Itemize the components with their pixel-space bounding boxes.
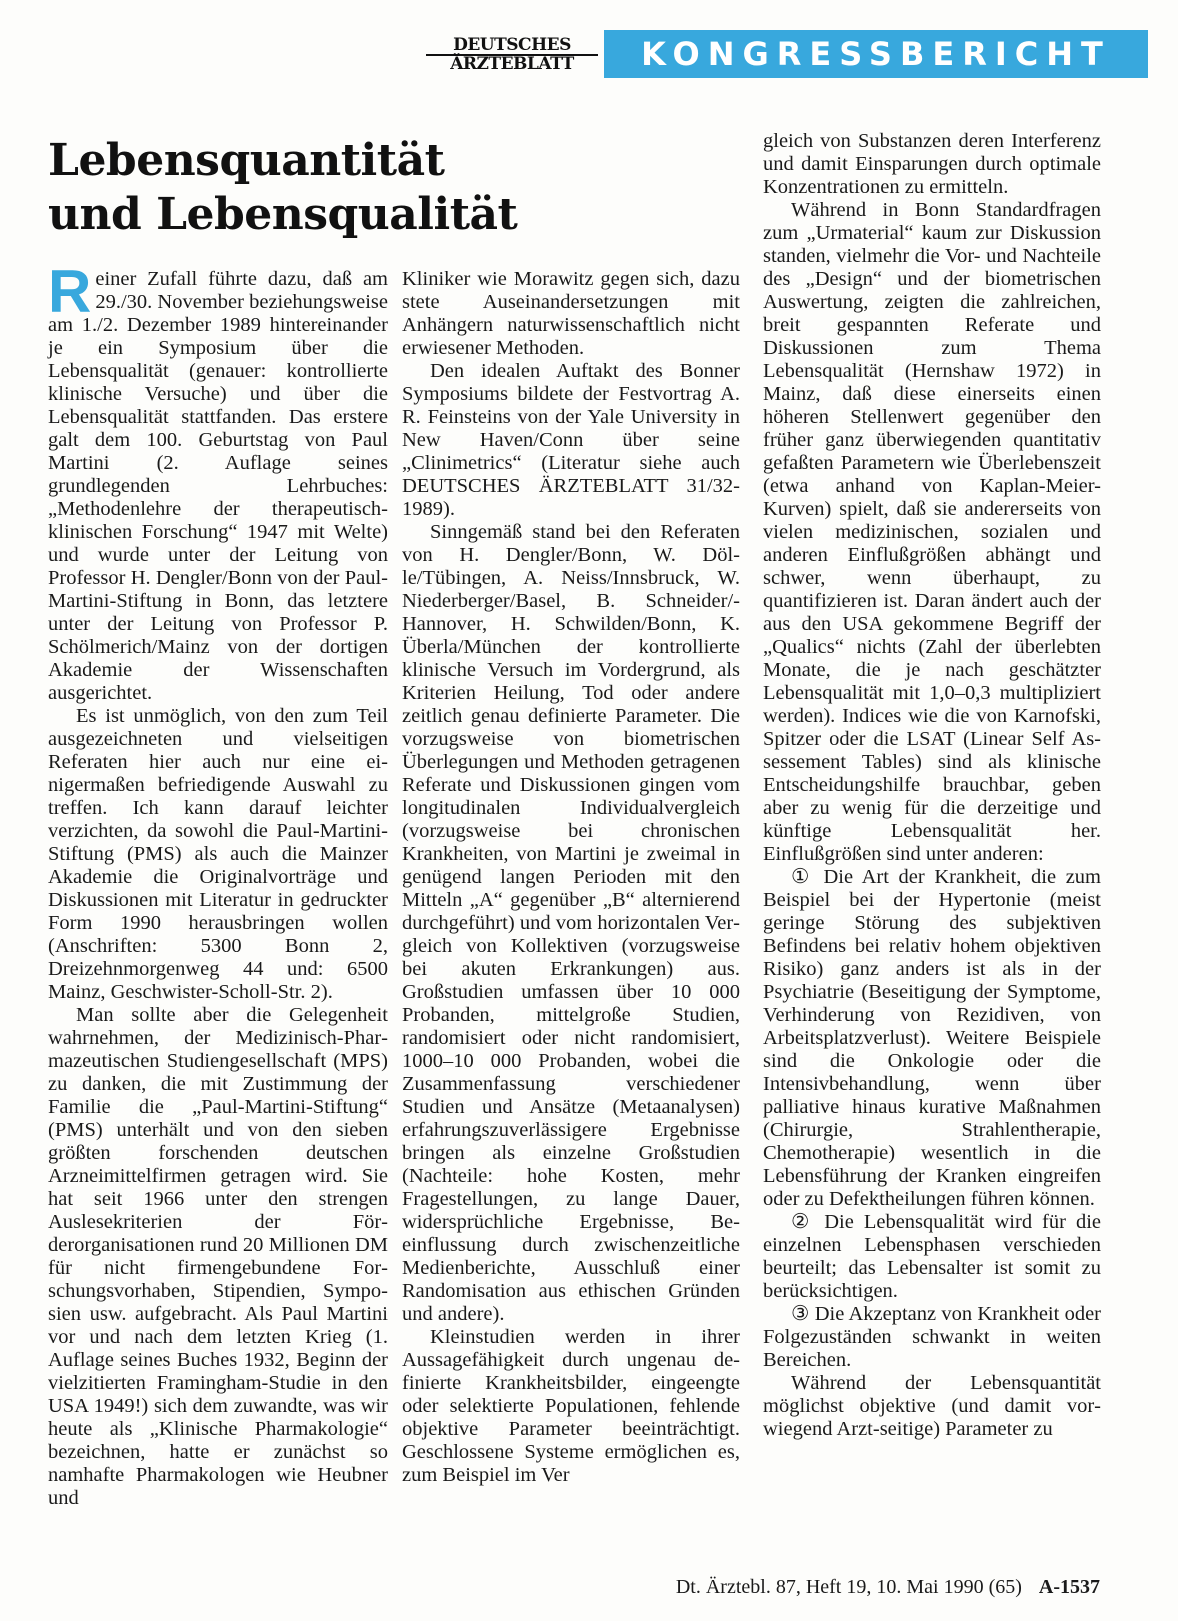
paragraph-text: Während der Lebensquantität möglichst objektive (und damit vorwiegend Arzt-seitige) Parameter zu bbox=[763, 1372, 1101, 1440]
paragraph bbox=[763, 130, 1101, 199]
paragraph bbox=[763, 1372, 1101, 1441]
paragraph-text: ① Die Art der Krankheit, die zum Beispiel bei der Hypertonie (meist geringe Störung des subjektiven Befindens bei relativ hohem objektiven Risiko) ganz anders ist als in der Psychiatrie (Beseitigung der Symptome, Verhinderung von Rezidiven, von Arbeitsplatzverlust). Weitere Beispiele sind die Onkologie oder die Intensivbehandlung, wenn über palliative hinaus kurative Maßnahmen (Chirurgie, Strahlentherapie, Chemotherapie) wesentlich in die Lebensführung der Kranken eingreifen oder zu Defektheilungen führen können. bbox=[763, 866, 1101, 1210]
paragraph-text: Es ist unmöglich, von den zum Teil ausgezeichneten und vielseitigen Referaten hier auch nur eine einigermaßen befriedigende Auswahl zu treffen. Ich kann darauf leichter verzichten, da sowohl die Paul-Martini-Stiftung (PMS) als auch die Mainzer Akademie die Originalvorträge und Diskussionen mit Literatur in gedruckter Form 1990 herausbringen wollen (Anschriften: 5300 Bonn 2, Dreizehnmorgenweg 44 und: 6500 Mainz, Geschwister-Scholl-Str. 2). bbox=[48, 705, 388, 1003]
section-banner: KONGRESSBERICHT bbox=[604, 30, 1148, 78]
paragraph-text: ③ Die Akzeptanz von Krankheit oder Folgezuständen schwankt in weiten Bereichen. bbox=[763, 1303, 1101, 1371]
paragraph-text: Während in Bonn Standardfragen zum „Urmaterial“ kaum zur Diskussion standen, vielmehr die Vor- und Nachteile des „Design“ und der biometrischen Auswertung, zeigten die zahlreichen, breit gespannten Referate und Diskussionen zum Thema Lebensqualität (Hernshaw 1972) in Mainz, daß diese einerseits einen höheren Stellenwert gegenüber den früher ganz überwiegenden quantitativ gefaßten Parametern wie Überlebenszeit (etwa anhand von Kaplan-Meier-Kurven) spielt, daß sie andererseits von vielen medizinischen, sozialen und anderen Einflußgrößen abhängt und schwer, wenn überhaupt, zu quantifizieren ist. Daran ändert auch der aus den USA gekommene Begriff der „Qualics“ nichts (Zahl der überlebten Monate, die je nach geschätzter Lebensqualität mit 1,0–0,3 multipliziert werden). Indices wie die von Karnofski, Spitzer oder die LSAT (Linear Self Assessement Tables) sind als klinische Entscheidungshilfe brauchbar, geben aber zu wenig für die derzeitige und künftige Lebensqualität her. Einflußgrößen sind unter anderen: bbox=[763, 199, 1101, 865]
paragraph-text: Kleinstudien werden in ihrer Aussagefähigkeit durch ungenau definierte Krankheitsbilder, eingeengte oder selektierte Populationen, fehlende objektive Parameter beeinträchtigt. Geschlossene Systeme ermöglichen es, zum Beispiel im Ver bbox=[402, 1326, 740, 1486]
paragraph bbox=[48, 258, 388, 705]
paragraph bbox=[402, 521, 740, 1326]
page-footer bbox=[640, 1575, 1100, 1599]
paragraph bbox=[402, 268, 740, 360]
article-column-1 bbox=[48, 258, 388, 1510]
article-column-2 bbox=[402, 268, 740, 1487]
paragraph-text: Sinngemäß stand bei den Referaten von H. Dengler/Bonn, W. Dölle/Tübingen, A. Neiss/Innsbruck, W. Niederberger/Basel, B. Schneider/-Hannover, H. Schwilden/Bonn, K. Überla/München der kontrollierte klinische Versuch im Vordergrund, als Kriterien Heilung, Tod oder andere zeitlich genau definierte Parameter. Die vorzugsweise von biometrischen Überlegungen und Methoden getragenen Referate und Diskussionen gingen vom longitudinalen Individualvergleich (vorzugsweise bei chronischen Krankheiten, von Martini je zweimal in genügend langen Perioden mit den Mitteln „A“ gegenüber „B“ alternierend durchgeführt) und vom horizontalen Vergleich von Kollektiven (vorzugsweise bei akuten Erkrankungen) aus. Großstudien umfassen über 10 000 Probanden, mittelgroße Studien, randomisiert oder nicht randomisiert, 1000–10 000 Probanden, wobei die Zusammenfassung verschiedener Studien und Ansätze (Metaanalysen) erfahrungszuverlässigere Ergebnisse bringen als einzelne Großstudien (Nachteile: hohe Kosten, mehr Fragestellungen, zu lange Dauer, widersprüchliche Ergebnisse, Beeinflussung durch zwischenzeitliche Medienberichte, Ausschluß einer Randomisation aus ethischen Gründen und andere). bbox=[402, 521, 740, 1325]
paragraph bbox=[402, 360, 740, 521]
footer-citation: Dt. Ärztebl. 87, Heft 19, 10. Mai 1990 (65) bbox=[675, 1576, 1022, 1598]
paragraph-text: Den idealen Auftakt des Bonner Symposiums bildete der Festvortrag A. R. Feinsteins von der Yale University in New Haven/Conn über seine „Clinimetrics“ (Literatur siehe auch DEUTSCHES ÄRZTEBLATT 31/32-1989). bbox=[402, 360, 740, 520]
drop-cap: R bbox=[48, 258, 92, 325]
paragraph bbox=[763, 199, 1101, 866]
paragraph bbox=[763, 1303, 1101, 1372]
masthead bbox=[426, 30, 1148, 78]
article-headline: Lebensquantität und Lebensqualität bbox=[48, 135, 518, 240]
paragraph bbox=[763, 1211, 1101, 1303]
paragraph-text: Man sollte aber die Gelegenheit wahrnehmen, der Medizinisch-Pharmazeutischen Studiengesellschaft (MPS) zu danken, die mit Zustimmung der Familie die „Paul-Martini-Stiftung“ (PMS) unterhält und von den sieben größten forschenden deutschen Arzneimittelfirmen getragen wird. Sie hat seit 1966 unter den strengen Auslesekriterien der Förderorganisationen rund 20 Millionen DM für nicht firmengebundene Forschungsvorhaben, Stipendien, Symposien usw. aufgebracht. Als Paul Martini vor und nach dem letzten Krieg (1. Auflage seines Buches 1932, Beginn der vielzitierten Framingham-Studie in den USA 1949!) sich dem zuwandte, was wir heute als „Klinische Pharmakologie“ bezeichnen, hatte er zunächst so namhafte Pharmakologen wie Heubner und bbox=[48, 1004, 388, 1509]
paragraph bbox=[48, 1004, 388, 1510]
page-code: A-1537 bbox=[1038, 1576, 1100, 1598]
paragraph bbox=[763, 866, 1101, 1211]
paragraph-text: ② Die Lebensqualität wird für die einzelnen Lebensphasen verschieden beurteilt; das Lebensalter ist somit zu berücksichtigen. bbox=[763, 1211, 1101, 1302]
paragraph-text: einer Zufall führte dazu, daß am 29./30. November beziehungsweise am 1./2. Dezember 1989 hintereinander je ein Symposium über die Lebensqualität (genauer: kontrollierte klinische Versuche) und über die Lebensqualität stattfanden. Das erstere galt dem 100. Geburtstag von Paul Martini (2. Auflage seines grundlegenden Lehrbuches: „Methodenlehre der therapeutisch-klinischen Forschung“ 1947 mit Welte) und wurde unter der Leitung von Professor H. Dengler/Bonn von der Paul-Martini-Stiftung in Bonn, das letztere unter der Leitung von Professor P. Schölmerich/Mainz von der dortigen Akademie der Wissenschaften ausgerichtet. bbox=[48, 268, 388, 704]
journal-logo-line1: DEUTSCHES bbox=[426, 38, 598, 56]
article-column-3 bbox=[763, 130, 1101, 1441]
journal-logo-line2: ÄRZTEBLATT bbox=[450, 54, 574, 74]
paragraph bbox=[48, 705, 388, 1004]
paragraph-text: Kliniker wie Morawitz gegen sich, dazu stete Auseinandersetzungen mit Anhängern naturwissenschaftlich nicht erwiesener Methoden. bbox=[402, 268, 740, 359]
journal-logo bbox=[426, 35, 598, 74]
paragraph bbox=[402, 1326, 740, 1487]
paragraph-text: gleich von Substanzen deren Interferenz und damit Einsparungen durch optimale Konzentrationen zu ermitteln. bbox=[763, 130, 1101, 198]
